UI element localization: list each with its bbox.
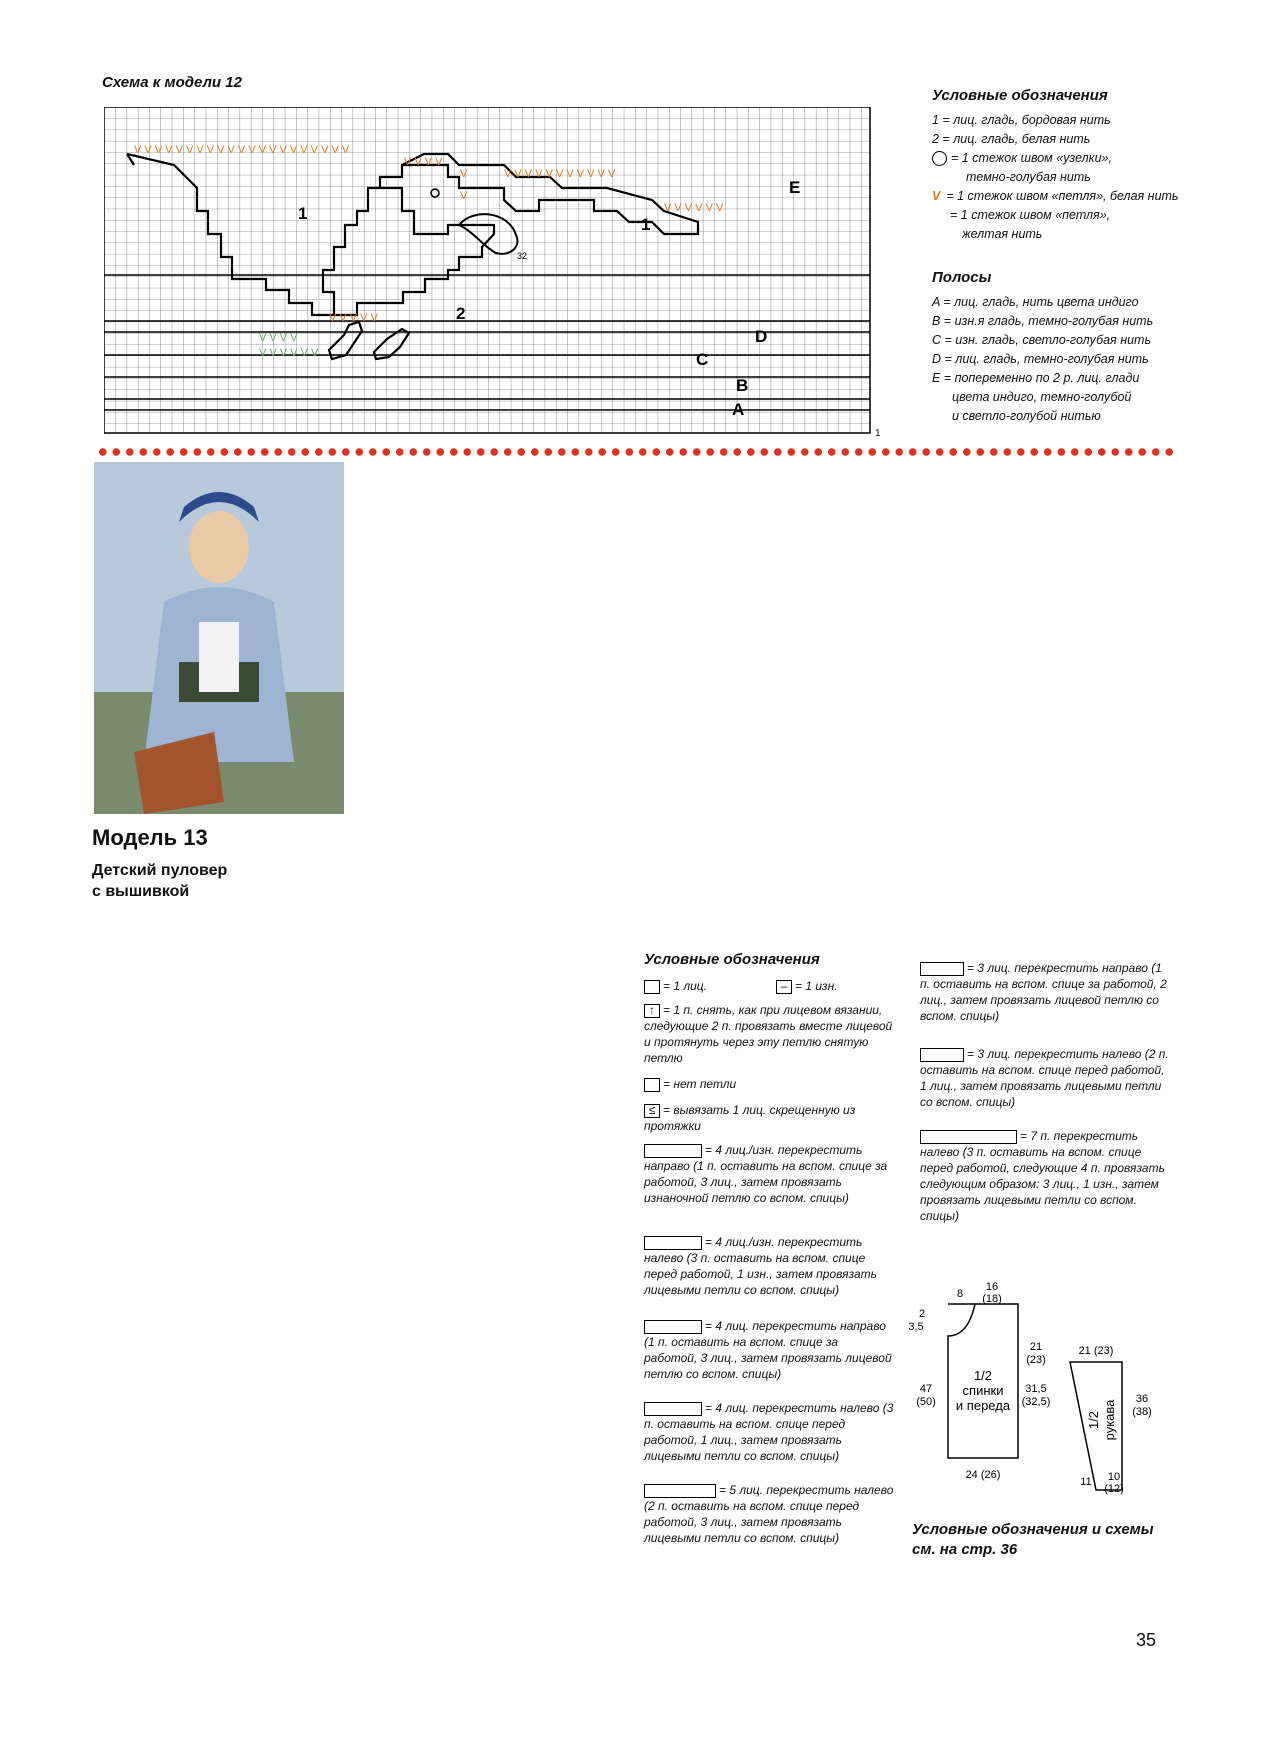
sym-slip: ↑ = 1 п. снять, как при лицевом вязании, следующие 2 п. провязать вместе лицевой и протянуть через эту петлю снятую петлю — [644, 1002, 893, 1065]
arrow-up-square-icon: ↑ — [644, 1004, 660, 1018]
chart-row-number: 1 — [875, 428, 881, 439]
legend-item-knot-color: темно-голубая нить — [966, 170, 1091, 184]
sym-no-stitch: = нет петли — [644, 1076, 736, 1092]
sleeve-dim-36: 36 — [1135, 1393, 1149, 1405]
region-label-A: A — [732, 400, 745, 419]
cell-legend — [644, 952, 894, 974]
svg-text:V V V V V V V V V V V V V V V: V V V V V V V V V V V V V V V V V V V V V — [134, 144, 350, 156]
svg-text:V V V V V V: V V V V V V — [664, 202, 724, 214]
dim-left-35: 3,5 — [908, 1321, 924, 1333]
stripe-A: A = лиц. гладь, нить цвета индиго — [932, 295, 1139, 309]
sleeve-dim-11: 11 — [1080, 1476, 1092, 1488]
dotted-separator — [96, 446, 1176, 458]
page-number: 35 — [1135, 1630, 1156, 1650]
dim-right-23: (23) — [1026, 1354, 1046, 1366]
body-label-3: и переда — [955, 1398, 1011, 1413]
dim-right-325: (32,5) — [1021, 1396, 1051, 1408]
svg-text:V V V V V: V V V V V — [329, 312, 378, 324]
region-label-C: C — [696, 350, 709, 369]
dash-square-icon: – — [776, 980, 792, 994]
cell-legend-title: Условные обозначения — [644, 951, 820, 968]
stripes-legend-title: Полосы — [932, 269, 992, 286]
garment-schematic — [900, 1270, 1180, 1510]
svg-text:V V V V: V V V V — [259, 332, 298, 344]
stripe-C: C = изн. гладь, светло-голубая нить — [932, 333, 1152, 347]
sleeve-label-2: рукава — [1102, 1399, 1117, 1441]
sleeve-dim-10: 10 — [1107, 1471, 1121, 1483]
dim-top-8: 8 — [956, 1288, 964, 1300]
sleeve-dim-12: (12) — [1104, 1483, 1124, 1495]
legend-item-loop-yellow: = 1 стежок швом «петля», — [950, 208, 1111, 222]
sym-purl: – = 1 изн. — [776, 978, 838, 994]
dim-left-50: (50) — [916, 1396, 936, 1408]
model-title: Модель 13 — [92, 825, 208, 850]
sleeve-label-1: 1/2 — [1086, 1410, 1101, 1430]
dim-left-47: 47 — [919, 1383, 933, 1395]
cell-legend-left-col — [644, 978, 894, 1545]
cable-4-right-knit-icon — [644, 1320, 702, 1334]
model-photo — [94, 462, 344, 814]
cable-4-right-icon — [644, 1144, 702, 1158]
cell-legend-right-col — [920, 960, 1170, 1223]
twist-square-icon: ≤ — [644, 1104, 660, 1118]
dim-top-16: 16 — [985, 1281, 999, 1293]
sleeve-dim-top: 21 (23) — [1078, 1345, 1114, 1357]
svg-text:V V V V V V V V V V V: V V V V V V V V V V V — [504, 168, 616, 180]
cable-4-left-icon — [644, 1236, 702, 1250]
region-label-1b: 1 — [641, 215, 651, 234]
chart-legend-title: Условные обозначения — [932, 87, 1108, 104]
svg-text:V: V — [460, 168, 468, 180]
circle-icon — [932, 151, 947, 166]
dim-top-18: (18) — [982, 1293, 1002, 1305]
stripes-legend — [932, 268, 1153, 426]
legend-item-loop-yellow-color: желтая нить — [962, 227, 1043, 241]
chart-title: Схема к модели 12 — [102, 74, 242, 91]
cable-4-left-knit-icon — [644, 1402, 702, 1416]
sym-c3r: = 3 лиц. перекрестить направо (1 п. оставить на вспом. спице за работой, 2 лиц., затем провязать лицевой петлю со вспом. спицы) — [920, 961, 1167, 1023]
dim-left-2: 2 — [918, 1308, 926, 1320]
stripe-B: B = изн.я гладь, темно-голубая нить — [932, 314, 1154, 328]
dim-right-315: 31,5 — [1025, 1383, 1047, 1395]
dim-right-21: 21 — [1029, 1341, 1043, 1353]
legend-item-2: 2 = лиц. гладь, белая нить — [932, 132, 1091, 146]
legend-item-1: 1 = лиц. гладь, бордовая нить — [932, 113, 1111, 127]
body-label-1: 1/2 — [973, 1368, 993, 1383]
knitting-chart — [104, 107, 874, 437]
region-label-D: D — [755, 327, 768, 346]
sym-c3l: = 3 лиц. перекрестить налево (2 п. оставить на вспом. спице перед работой, 1 лиц., затем провязать лицевыми петли со вспом. спицы) — [920, 1047, 1169, 1109]
sym-c4l2: = 4 лиц. перекрестить налево (3 п. оставить на вспом. спице перед работой, 1 лиц., затем провязать лицевыми петли со вспом. спицы) — [644, 1401, 894, 1463]
empty-square-icon — [644, 980, 660, 994]
chart-legend — [932, 86, 1179, 244]
cable-3-right-icon — [920, 962, 964, 976]
v-mark-orange-icon: V — [932, 189, 941, 203]
sleeve-dim-38: (38) — [1132, 1406, 1152, 1418]
region-label-1a: 1 — [298, 204, 308, 223]
model-subtitle: Детский пуловер с вышивкой — [92, 862, 228, 900]
region-label-B: B — [736, 376, 749, 395]
body-label-2: спинки — [962, 1383, 1004, 1398]
sym-c5l: = 5 лиц. перекрестить налево (2 п. оставить на вспом. спице перед работой, 3 лиц., затем провязать лицевыми петли со вспом. спицы) — [644, 1483, 894, 1545]
legend-item-loop-white: V = 1 стежок швом «петля», белая нить — [932, 189, 1179, 203]
sym-knit: = 1 лиц. — [644, 978, 707, 994]
cable-7-left-icon — [920, 1130, 1017, 1144]
stitch-number-32: 32 — [517, 251, 528, 261]
svg-text:V V V V V V: V V V V V V — [259, 347, 319, 359]
sym-c7: = 7 п. перекрестить налево (3 п. оставить на вспом. спице перед работой, следующие 4 п. провязать следующим образом: 3 лиц., 1 изн., затем провязать лицевыми петли со вспом. спицы) — [920, 1129, 1165, 1223]
region-label-E: E — [789, 178, 801, 197]
stripe-D: D = лиц. гладь, темно-голубая нить — [932, 352, 1149, 366]
stripe-E: E = попеременно по 2 р. лиц. глади — [932, 371, 1140, 385]
svg-text:V: V — [460, 190, 468, 202]
svg-text:V V V V: V V V V — [404, 156, 443, 168]
cable-5-left-icon — [644, 1484, 716, 1498]
blank-square-icon — [644, 1078, 660, 1092]
cable-3-left-icon — [920, 1048, 964, 1062]
sym-twisted: ≤ = вывязать 1 лиц. скрещенную из протяжки — [644, 1102, 856, 1133]
sym-c4r2: = 4 лиц. перекрестить направо (1 п. оставить на вспом. спице за работой, 3 лиц., затем провязать лицевой петлю со вспом. спицы) — [644, 1319, 892, 1381]
sym-c4l: = 4 лиц./изн. перекрестить налево (3 п. оставить на вспом. спице перед работой, 1 изн., затем провязать лицевыми петли со вспом. спицы) — [644, 1235, 877, 1297]
stripe-E-cont1: цвета индиго, темно-голубой — [952, 390, 1132, 404]
dim-bottom-24: 24 (26) — [965, 1469, 1001, 1481]
stripe-E-cont2: и светло-голубой нитью — [952, 409, 1101, 423]
legend-item-knot: = 1 стежок швом «узелки», — [932, 149, 1179, 168]
sym-c4r: = 4 лиц./изн. перекрестить направо (1 п. оставить на вспом. спице за работой, 3 лиц., затем провязать изнаночной петлю со вспом. спицы) — [644, 1143, 888, 1205]
region-label-2: 2 — [456, 304, 466, 323]
see-also-note: Условные обозначения и схемы см. на стр. 36 — [912, 1521, 1154, 1558]
